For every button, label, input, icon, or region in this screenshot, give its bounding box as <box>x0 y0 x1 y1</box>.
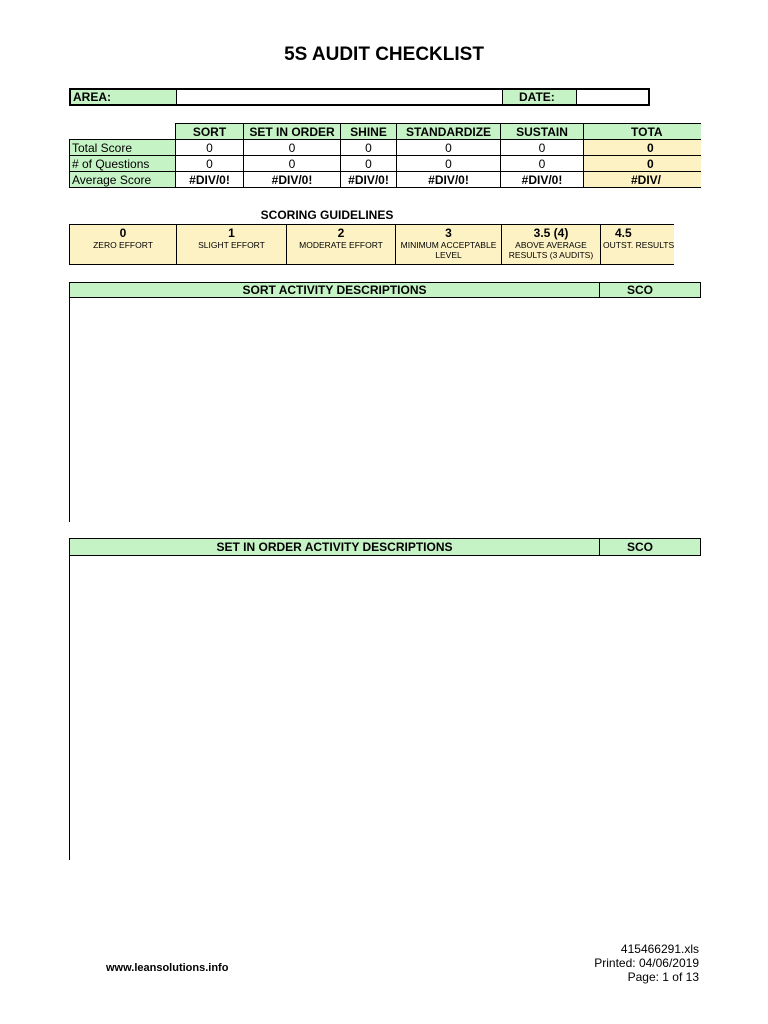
guideline-4 <box>502 225 601 265</box>
cell: 0 <box>341 156 397 172</box>
date-label: DATE: <box>503 90 577 104</box>
set-in-order-header <box>69 538 654 554</box>
cell: 0 <box>397 156 501 172</box>
checklist-item <box>69 780 70 812</box>
row-label: Total Score <box>70 140 176 156</box>
cell: #DIV/0! <box>176 172 244 188</box>
footer-printed-date: Printed: 04/06/2019 <box>594 956 699 970</box>
sort-section <box>69 282 654 522</box>
col-shine: SHINE <box>341 124 397 140</box>
guideline-desc: SLIGHT EFFORT <box>198 240 265 250</box>
cell: 0 <box>341 140 397 156</box>
scoring-guidelines-table <box>69 224 674 265</box>
row-average-score <box>70 172 701 188</box>
sort-header <box>69 282 654 298</box>
col-sort: SORT <box>176 124 244 140</box>
checklist-item <box>69 620 70 652</box>
row-label: # of Questions <box>70 156 176 172</box>
guideline-desc: OUTST. RESULTS <box>603 240 675 250</box>
guideline-score: 4.5 <box>615 226 632 240</box>
checklist-item <box>69 506 70 522</box>
date-field[interactable] <box>577 90 648 104</box>
guideline-2 <box>287 225 396 265</box>
col-sustain: SUSTAIN <box>501 124 584 140</box>
guideline-score: 3.5 (4) <box>533 226 569 240</box>
area-date-row <box>69 88 650 106</box>
score-summary-table <box>69 123 701 188</box>
cell: 0 <box>501 140 584 156</box>
cell: 0 <box>244 140 341 156</box>
scoring-guidelines-title: SCORING GUIDELINES <box>260 208 394 222</box>
checklist-item <box>69 362 70 410</box>
checklist-item <box>69 732 70 764</box>
cell-total: 0 <box>584 156 701 172</box>
col-total: TOTA <box>584 124 701 140</box>
checklist-item <box>69 844 70 860</box>
footer-filename: 415466291.xls <box>620 942 699 956</box>
checklist-item <box>69 812 70 844</box>
checklist-item <box>69 410 70 458</box>
cell: #DIV/0! <box>244 172 341 188</box>
checklist-item <box>69 458 70 506</box>
checklist-item <box>69 298 70 330</box>
page-title: 5S AUDIT CHECKLIST <box>284 44 484 65</box>
guideline-desc: MINIMUM ACCEPTABLE LEVEL <box>400 240 497 260</box>
cell: #DIV/0! <box>501 172 584 188</box>
guideline-score: 2 <box>337 226 345 240</box>
guideline-desc: MODERATE EFFORT <box>299 240 383 250</box>
guideline-5 <box>601 225 675 265</box>
guideline-score: 0 <box>119 226 127 240</box>
footer-info <box>594 942 699 984</box>
checklist-item <box>69 588 70 620</box>
guideline-0 <box>70 225 177 265</box>
area-field[interactable] <box>177 90 503 104</box>
cell-total: 0 <box>584 140 701 156</box>
score-column-header: SCO <box>600 282 701 298</box>
cell: 0 <box>176 156 244 172</box>
guideline-3 <box>396 225 502 265</box>
cell: 0 <box>176 140 244 156</box>
cell: #DIV/0! <box>341 172 397 188</box>
guideline-desc: ABOVE AVERAGE RESULTS (3 AUDITS) <box>508 240 594 260</box>
checklist-item <box>69 556 70 588</box>
cell: #DIV/0! <box>397 172 501 188</box>
col-standardize: STANDARDIZE <box>397 124 501 140</box>
checklist-item <box>69 652 70 684</box>
area-label: AREA: <box>71 90 177 104</box>
cell: 0 <box>501 156 584 172</box>
checklist-item <box>69 684 70 700</box>
checklist-item <box>69 330 70 362</box>
guideline-score: 1 <box>228 226 235 240</box>
cell: 0 <box>397 140 501 156</box>
corner-cell <box>70 124 176 140</box>
row-total-score <box>70 140 701 156</box>
footer-website[interactable]: www.leansolutions.info <box>106 962 229 974</box>
checklist-item <box>69 764 70 780</box>
score-column-header: SCO <box>600 538 701 556</box>
guideline-1 <box>177 225 287 265</box>
set-in-order-title: SET IN ORDER ACTIVITY DESCRIPTIONS <box>69 538 600 556</box>
set-in-order-section <box>69 538 654 860</box>
cell: 0 <box>244 156 341 172</box>
col-set-in-order: SET IN ORDER <box>244 124 341 140</box>
guideline-score: 3 <box>445 226 452 240</box>
sort-title: SORT ACTIVITY DESCRIPTIONS <box>69 282 600 298</box>
row-num-questions <box>70 156 701 172</box>
cell-total: #DIV/ <box>584 172 701 188</box>
footer-page-number: Page: 1 of 13 <box>627 970 699 984</box>
row-label: Average Score <box>70 172 176 188</box>
guideline-desc: ZERO EFFORT <box>93 240 153 250</box>
checklist-item <box>69 700 70 732</box>
